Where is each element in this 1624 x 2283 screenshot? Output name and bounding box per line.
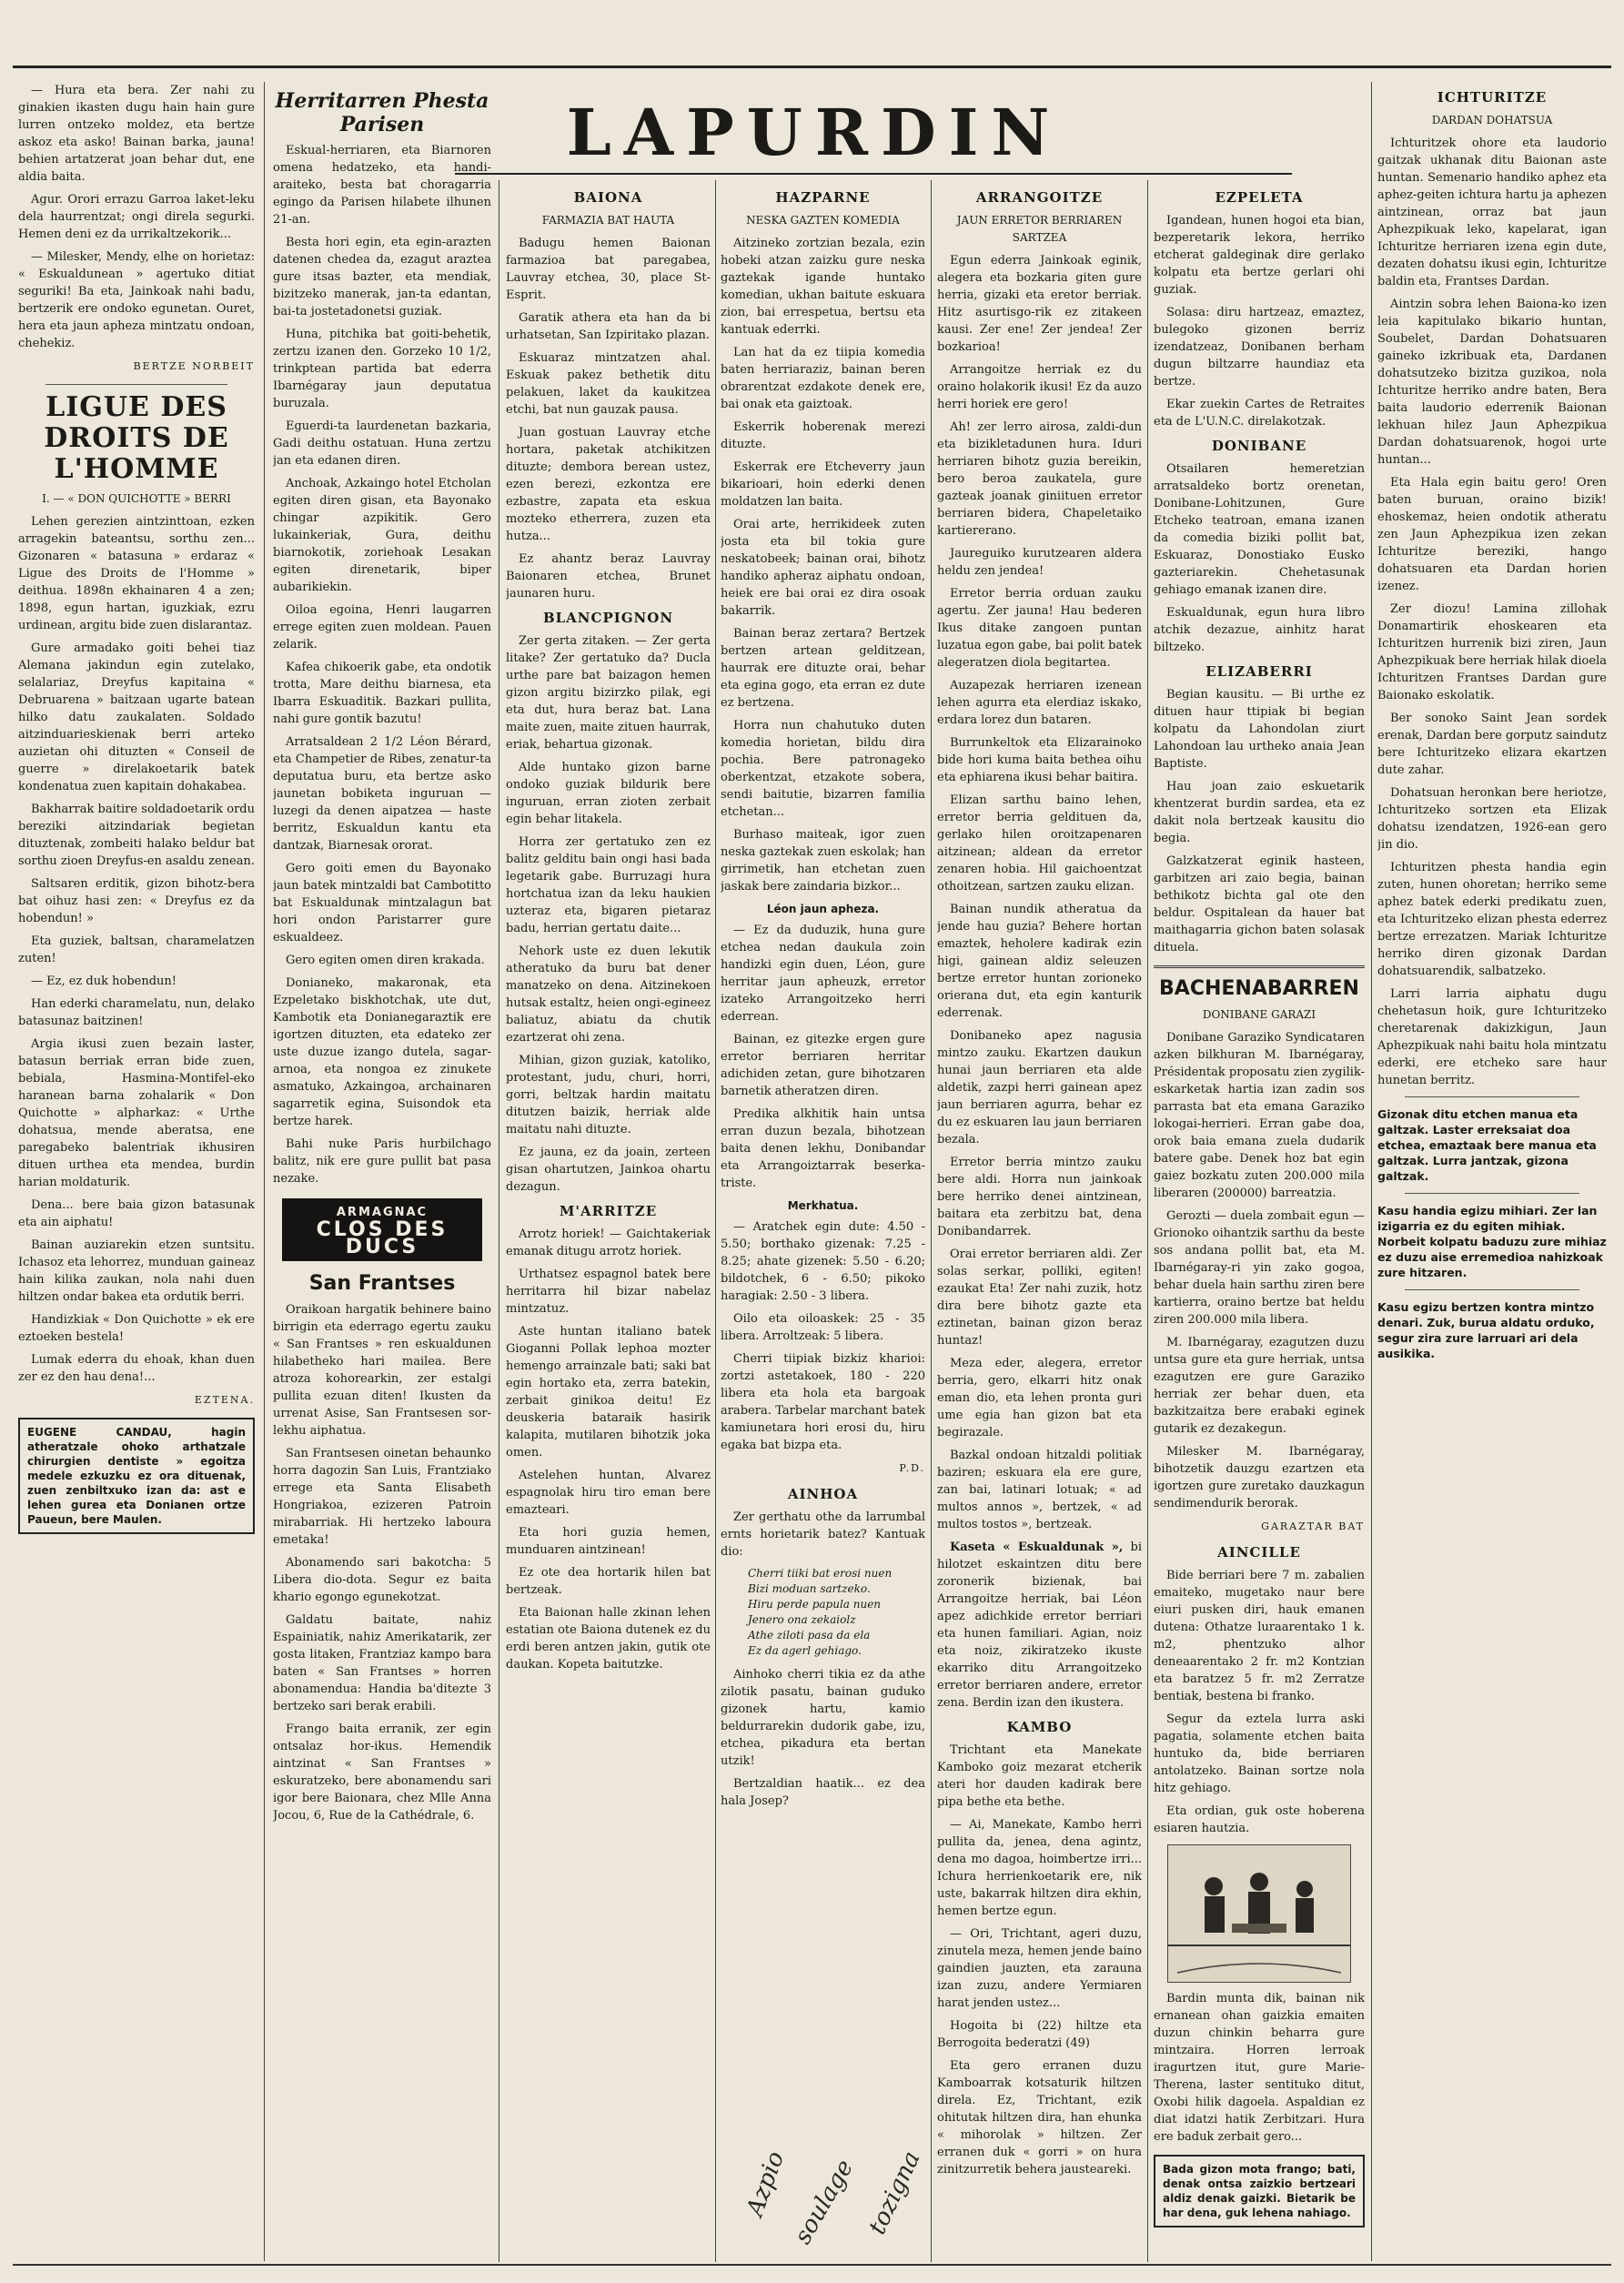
paragraph: Gure armadako goiti behei tiaz Alemana jakindun egin zutelako, selalariaz, Dreyfus kapitaina « Debruarena » baitzaan ugarte batean hilko datu zaukalaten. Soldado aitzinduarieskienak berri arteko auzietan ohi dituzten « Conseil de guerre » direlakoetarik batek kondenatua zuen kapitain dohakabea. bbox=[18, 641, 255, 793]
paragraph: Eskuaraz mintzatzen ahal. Eskuak pakez bethetik ditu pelakuen, laket da kaukitzea etchi, bat nun gauzak pausa. bbox=[506, 351, 711, 417]
separator bbox=[1405, 1193, 1579, 1194]
signature: EZTENA. bbox=[194, 1394, 255, 1406]
engraving-figures-icon bbox=[1168, 1845, 1350, 1982]
paragraph: — Hura eta bera. Zer nahi zu ginakien ikasten dugu hain hain gure lurren ontzeko moldez, eta bertze askoz eta asko! Bainan barka, jauna! behien artatzerat joan behar dut, ene aldia baita. bbox=[18, 84, 255, 184]
column-rule bbox=[1371, 82, 1372, 2261]
maxim-note: Kasu egizu bertzen kontra mintzo denari. Zuk, burua aldatu orduko, segur zira zure larruari ari dela ausikika. bbox=[1377, 1300, 1595, 1360]
paragraph: Arrangoitze herriak ez du oraino holakorik ikusi! Ez da auzo herri horiek ere gero! bbox=[937, 363, 1142, 411]
headline-ichturitze: ICHTURITZE bbox=[1437, 89, 1548, 106]
handwritten-word: tozigna bbox=[863, 2147, 926, 2239]
headline-ainhoa: AINHOA bbox=[787, 1486, 859, 1502]
poem-line: Cherri tiiki bat erosi nuen bbox=[748, 1567, 893, 1580]
headline-elizaberri: ELIZABERRI bbox=[1205, 663, 1313, 680]
column-3 bbox=[506, 182, 711, 2257]
poem-line: Hiru perde papula nuen bbox=[748, 1598, 882, 1611]
paragraph: Aintzin sobra lehen Baiona-ko izen leia kapitulako bikario huntan, Soubelet, Dardan Dohatsuaren gaineko izkribuak eta, Dardanen dohatsutzeko bizitza guzikoa, nola Ichturitze herriko andre baten, Bera baita laudorio ederrenik Baionan lekhuan hilez Jaun Aphezpikua Dardan dohatsuarenok, hogoi urte huntan... bbox=[1377, 298, 1607, 467]
paragraph: Ah! zer lerro airosa, zaldi-dun eta bizikletadunen hura. Iduri herriaren bihotz guzia bereikin, bero beroa zaukatela, gure gazteak joanak giniituen erretor berriaren bidera, Chapeletaiko kartiererano. bbox=[937, 420, 1142, 538]
headline-leon: Léon jaun apheza. bbox=[766, 903, 880, 915]
column-rule bbox=[264, 82, 265, 2261]
paragraph: Eskerrik hoberenak merezi dituzte. bbox=[721, 420, 925, 451]
maxim-note: Kasu handia egizu mihiari. Zer lan izigarria ez du egiten mihiak. Norbeit kolpatu baduzu zure mihiaz ez duzu aise erremedioa nahizkoak zure hitzaren. bbox=[1377, 1204, 1607, 1279]
column-4 bbox=[721, 182, 925, 2257]
paragraph: Bazkal ondoan hitzaldi politiak baziren; eskuara ela ere gure, zan bai, latinari lotuak; « ad multos annos », bertzek, « ad multos tostos », bertzeak. bbox=[937, 1449, 1142, 1531]
headline-frantses: San Frantses bbox=[308, 1272, 456, 1295]
separator bbox=[1405, 1096, 1579, 1097]
paragraph: Trichtant eta Manekate Kamboko goiz mezarat etcherik ateri hor dauden kadirak bere pipa bethe eta bethe. bbox=[937, 1743, 1142, 1809]
paragraph: Eta Hala egin baitu gero! Oren baten buruan, oraino bizik! ehoskemaz, heien ondotik atheratu zen Jaun Aphezpikua izen zekan Ichturitze bereziki, hango dohatsuaren eta Dardan horien izenez. bbox=[1377, 476, 1607, 593]
paragraph: Frango baita erranik, zer egin ontsalaz hor-ikus. Hemendik aintzinat « San Frantses » eskuratzeko, bere abonamendu sari igor bere Baionara, chez Mlle Anna Jocou, 6, Rue de la Cathédrale, 6. bbox=[273, 1722, 491, 1823]
paragraph: Orai erretor berriaren aldi. Zer solas serkar, polliki, egiten! ezaukat Eta! Zer nahi zuzik, hotz dira bere bihotz gazte eta eztinetan, bainan gizon beraz huntaz! bbox=[937, 1248, 1142, 1348]
paragraph: Donibane Garaziko Syndicataren azken bilkhuran M. Ibarnégaray, Présidentak proposatu zien zygilik-eskarketak hartia izan zadin sos parrasta bat eta emana Garaziko lokogai-herrieri. Erran gabe doa, orok baia emana zuela dudarik batere gabe. Denek hoz bat egin gaiez bozkatu zuten 200.000 mila liberaren (200000) barreatzia. bbox=[1154, 1031, 1365, 1200]
paragraph: — Ez, ez duk hobendun! bbox=[31, 975, 177, 988]
paragraph: Bainan nundik atheratua da jende hau guzia? Behere hortan emaztek, heholere kadirak ezin higi, gainean aldiz seleuzen bertze erretor huntan zorioneko orierana dut, eta egin kanturik ederrenak. bbox=[937, 903, 1142, 1020]
paragraph: Eta gero erranen duzu Kamboarrak kotsaturik hiltzen direla. Ez, Trichtant, ezik ohitutak hiltzen dira, han ehunka « mihorolak » hiltzen. Zer erranen duk « gorri » on hura zinitzurretik behera jausteareki. bbox=[937, 2059, 1142, 2177]
paragraph: Dohatsuan heronkan bere heriotze, Ichturitzeko sortzen eta Elizak dohatsu izendatzen, 1926-ean gero jin dio. bbox=[1377, 786, 1607, 852]
paragraph: Eguerdi-ta laurdenetan bazkaria, Gadi deithu ostatuan. Huna zertzu jan eta edanen diren. bbox=[273, 419, 491, 468]
paragraph: Agur. Orori errazu Garroa laket-leku dela haurrentzat; ongi direla segurki. Hemen deni ez da urrikaltzekorik... bbox=[18, 193, 255, 241]
column-1 bbox=[18, 82, 255, 2257]
paragraph: Gero egiten omen diren krakada. bbox=[286, 954, 485, 967]
paragraph: Astelehen huntan, Alvarez espagnolak hiru tiro eman bere emazteari. bbox=[506, 1469, 711, 1517]
note-box: Bada gizon mota frango; bati, denak ontsa zaizkio bertzeari aldiz denak gaizki. Bietarik be har dena, guk lehena nahiago. bbox=[1154, 2155, 1365, 2227]
paragraph: Handizkiak « Don Quichotte » ek ere eztoeken bestela! bbox=[18, 1313, 255, 1344]
paragraph: Ichturitzek ohore eta laudorio gaitzak ukhanak ditu Baionan aste huntan. Semenario handiko aphez eta aphez-geiten ichtura hartu ja aphezen aintzinean, orraz bat jaun Aphezpikuak leko, kapelarat, igan Ichturitze herriaren izena egin dute, dezaten dohatsu ikusi egin, Ichturitze baldin eta, Frantses Dardan. bbox=[1377, 136, 1607, 288]
paragraph: Huna, pitchika bat goiti-behetik, zertzu izanen den. Gorzeko 10 1/2, trinkptean partida bat ederra Ibarnégaray jaun deputatua buruzala. bbox=[273, 328, 491, 410]
paragraph: Egun ederra Jainkoak eginik, alegera eta bozkaria giten gure herria, gizaki eta eretor berriak. Hitz asurtisgo-rik ez zitakeen kausi. Zer ene! Zer jendea! Zer bozkarioa! bbox=[937, 254, 1142, 354]
subheadline: NESKA GAZTEN KOMEDIA bbox=[746, 214, 900, 227]
paragraph: Lehen gerezien aintzinttoan, ezken arragekin bateantsu, sorthu zen... Gizonaren « batasuna » erdaraz « Ligue des Droits de l'Homme » deithua. 1898n ekhainaren 4 a zen; 1898, egun hartan, iguzkiak, ezru urdinean, argitu bide zuen dislarantaz. bbox=[18, 515, 255, 632]
paragraph: Juan gostuan Lauvray etche hortara, paketak atchikitzen dituzte; dembora berean ustez, ezen berezi, ezkontza ere ezbastre, zapata eta eskua mozteko etherrera, zuzen eta hutza... bbox=[506, 426, 711, 543]
paragraph: Eskualdunak, egun hura libro atchik dezazue, ainhitz harat biltzeko. bbox=[1154, 606, 1365, 654]
paragraph: Eta guziek, baltsan, charamelatzen zuten! bbox=[18, 934, 255, 965]
paragraph: Hau joan zaio eskuetarik khentzerat burdin sardea, eta ez dakit nola bertzeak kausitu dio begia. bbox=[1154, 780, 1365, 845]
column-rule bbox=[1147, 180, 1148, 2262]
paragraph: Bide berriari bere 7 m. zabalien emaiteko, mugetako naur bere eiuri pusken diri, hauk emanen dutena: Othatze luraarentako 1 k. m2, phentzuko alhor deneaarentako 2 fr. m2 Kontzian eta baratzez 5 fr. m2 Zerratze bentiak, bestena bi franko. bbox=[1154, 1569, 1365, 1703]
paragraph: Solasa: diru hartzeaz, emaztez, bulegoko gizonen berriz izendatzeaz, Donibanen berham dugun biltzarre haundiaz eta bertze. bbox=[1154, 306, 1365, 389]
paragraph: Aitzineko zortzian bezala, ezin hobeki atzan zaizku gure neska gaztekak igande huntako komedian, ukhan baitute eskuara zion, bai errespetua, bertsu eta kantuak ederrki. bbox=[721, 237, 925, 337]
top-rule bbox=[13, 66, 1611, 68]
paragraph: — Aratchek egin dute: 4.50 - 5.50; borthako gizenak: 7.25 - 8.25; ahate gizenek: 5.50 - 6.20; bildotchek, 6 - 6.50; pikoko haragiak: 2.50 - 3 libera. bbox=[721, 1220, 925, 1303]
paragraph: Ez ote dea hortarik hilen bat bertzeak. bbox=[506, 1566, 711, 1597]
poem bbox=[748, 1566, 925, 1659]
paragraph: Ber sonoko Saint Jean sordek erenak, Dardan bere gorputz saindutz bere Ichturitzeko elizara ekartzen dute zahar. bbox=[1377, 712, 1607, 777]
headline-biarritz: M'ARRITZE bbox=[559, 1203, 658, 1219]
paragraph: Galzkatzerat eginik hasteen, garbitzen ari zaio begia, bainan bethikotz bichta gal ote den beldur. Ospitalean da hauer bat maithagarria gichon baten solasak dituela. bbox=[1154, 854, 1365, 955]
paragraph: Eskual-herriaren, eta Biarnoren omena hedatzeko, eta handi-araiteko, besta bat choragarria egingo da Parisen hilabete ilhunen 21-an. bbox=[273, 144, 491, 227]
paragraph: Elizan sarthu baino lehen, erretor berria geldituen da, gerlako hilen oroitzapenaren aitzinean; aldean da erretor zenaren hobia. Hil gaichoentzat othoitzean, sartzen zauku elizan. bbox=[937, 793, 1142, 894]
column-rule bbox=[931, 180, 932, 2262]
paragraph: Ekar zuekin Cartes de Retraites eta de L'U.N.C. direlakotzak. bbox=[1154, 398, 1365, 429]
paragraph: Eskerrak ere Etcheverry jaun bikarioari, hoin ederki denen moldatzen lan baita. bbox=[721, 460, 925, 509]
headline-ligue: LIGUE DES DROITS DE L'HOMME bbox=[44, 391, 229, 485]
subheadline: JAUN ERRETOR BERRIAREN SARTZEA bbox=[956, 214, 1123, 244]
paragraph: Oilo eta oiloaskek: 25 - 35 libera. Arroltzeak: 5 libera. bbox=[721, 1312, 925, 1343]
paragraph: — Ori, Trichtant, ageri duzu, zinutela meza, hemen jende baino gaindien jauzten, eta zarauna izan zuzu, andere Yermiaren harat jenden ustez... bbox=[937, 1927, 1142, 2010]
poem-line: Bizi moduan sartzeko. bbox=[748, 1582, 871, 1595]
paragraph: Gerozti — duela zombait egun — Grionoko oihantzik sarthu da beste sos andana pollit bat, eta M. Ibarnégaray-ri yin zako gogoa, behar duela hain sarthu ziren bere kartierra, oraino bertze bat heldu ziren 200.000 mila libera. bbox=[1154, 1209, 1365, 1327]
illustration-engraving bbox=[1167, 1844, 1351, 1983]
headline-ezpeleta: EZPELETA bbox=[1215, 189, 1304, 206]
subheadline: DONIBANE GARAZI bbox=[1202, 1008, 1316, 1021]
paragraph-text: bi hilotzet eskaintzen ditu bere zoronerik bizienak, bai Arrangoitze herriak, bai Léon apez adichkide erretor berriari eta hunen familiari. Agian, noiz eta noiz, zikiratzeko ikuste ekarriko ditu Arrangoitzeko erretor berriaren andere, erretor zena. Berdin izan den ikustera. bbox=[937, 1541, 1142, 1710]
paragraph: Erretor berria orduan zauku agertu. Zer jauna! Hau bederen Ikus ditake zangoen puntan luzatua egon gabe, bai polit batek alegeratzen diola begitartea. bbox=[937, 587, 1142, 670]
paragraph bbox=[937, 1539, 1142, 1712]
paragraph: Otsailaren hemeretzian arratsaldeko bortz orenetan, Donibane-Lohitzunen, Gure Etcheko teatroan, emana izanen da comedia biziki pollit bat, Eskuaraz, Donostiako Eusko gazteriarekin. Chehetasunak gehiago emanak izanen dire. bbox=[1154, 462, 1365, 597]
separator bbox=[1154, 965, 1365, 968]
paragraph: Lan hat da ez tiipia komedia baten herriaraziz, bainan beren obrarentzat ezdakote denek ere, bai onak eta gaiztoak. bbox=[721, 346, 925, 411]
paragraph: Arrotz horiek! — Gaichtakeriak emanak ditugu arrotz horiek. bbox=[506, 1227, 711, 1258]
column-6 bbox=[1154, 182, 1365, 2257]
subheadline: I. — « DON QUICHOTTE » BERRI bbox=[42, 492, 231, 505]
paragraph: Saltsaren erditik, gizon bihotz-bera bat oihuz hasi zen: « Dreyfus ez da hobendun! » bbox=[18, 877, 255, 925]
paragraph: Segur da eztela lurra aski pagatia, solamente etchen baita huntuko da, bide berriaren antolatzeko. Bainan sortze nola hitz gehiago. bbox=[1154, 1712, 1365, 1795]
paragraph: Han ederki charamelatu, nun, delako batasunaz baitzinen! bbox=[18, 997, 255, 1028]
column-rule bbox=[715, 180, 716, 2262]
column-2 bbox=[273, 82, 491, 2257]
paragraph: Jaureguiko kurutzearen aldera heldu zen jendea! bbox=[937, 547, 1142, 578]
paragraph: Oiloa egoina, Henri laugarren errege egiten zuen moldean. Pauen zelarik. bbox=[273, 603, 491, 652]
paragraph: — Milesker, Mendy, elhe on horietaz: « Eskualdunean » agertuko ditiat seguriki! Ba eta, Jainkoak nahi badu, bertzerik ere ondoko egunetan. Ouret, hera eta jaun apheza mintzatu ondoan, chehekiz. bbox=[18, 250, 255, 350]
maxim-note: Gizonak ditu etchen manua eta galtzak. Laster erreksaiat doa etchea, emaztaak bere manua eta galtzak. Lurra jantzak, gizona galtzak. bbox=[1377, 1107, 1597, 1183]
paragraph: Orai arte, herrikideek zuten josta eta bil tokia gure neskatobeek; bainan orai, bihotz handiko apheraz aiphatu ondoan, heiek ere bai orai ez dira osoak bakarrik. bbox=[721, 518, 925, 618]
advert-line: CLOS DES DUCS bbox=[316, 1218, 449, 1258]
armagnac-advert bbox=[282, 1198, 482, 1261]
signature: GARAZTAR BAT bbox=[1261, 1520, 1365, 1532]
poem-line: Jenero ona zekaiolz bbox=[748, 1613, 856, 1626]
paragraph: Erretor berria mintzo zauku bere aldi. Horra nun jainkoak bere herriko denei aintzinean, baitara eta zerbitzu bat, dena Donibandarrek. bbox=[937, 1156, 1142, 1238]
paragraph: Aste huntan italiano batek Gioganni Pollak lephoa mozter hemengo arrainzale bati; saki bat egin hortako eta, zerra batekin, zerbait ginikoa deitu! Ez deuskeria bataraik hasirik kalapita, mutilaren bihotzik joka omen. bbox=[506, 1325, 711, 1460]
headline-arrangoitze: ARRANGOITZE bbox=[975, 189, 1104, 206]
handwritten-word: soulage bbox=[789, 2155, 860, 2249]
headline-kambo: KAMBO bbox=[1006, 1719, 1073, 1735]
paragraph: Arratsaldean 2 1/2 Léon Bérard, eta Champetier de Ribes, zenatur-ta deputatua buru, eta bertze asko jaunetan bobiketa inguruan — luzegi da denen aipatzea — haste berritz, Eskualdun kantu eta dantzak, Biarnesak ororat. bbox=[273, 735, 491, 853]
paragraph: Hogoita bi (22) hiltze eta Berrogoita bederatzi (49) bbox=[937, 2019, 1142, 2050]
paragraph: Bainan beraz zertara? Bertzek bertzen artean gelditzean, haurrak ere dituzte orai, behar eta egina gogo, eta erran ez dute ez bertzena. bbox=[721, 627, 925, 710]
bottom-rule bbox=[13, 2264, 1611, 2266]
paragraph: Gero goiti emen du Bayonako jaun batek mintzaldi bat Cambotitto bat Eskualdunak mintzalagun bat hori ondon Paristarrer gure eskualdeez. bbox=[273, 862, 491, 945]
paragraph: Larri larria aiphatu dugu chehetasun hoik, gure Ichturitzeko cheretarenak dakizkigun, Jaun Aphezpikuak nahi baitu hola mintzatu ederki, ere etcheko sare haur hunetan berritz. bbox=[1377, 987, 1607, 1087]
headline-festa: Herritarren Phesta Parisen bbox=[275, 89, 489, 136]
paragraph: Zer gerta zitaken. — Zer gerta litake? Zer gertatuko da? Ducla urthe pare bat baizagon hemen gizon argitu bizirzko pilak, egi eta dut, hura beraz bat. Lana maite zuen, maite zituen haurrak, eriak, behartua gizonak. bbox=[506, 634, 711, 752]
paragraph: Bertzaldian haatik... ez dea hala Josep? bbox=[721, 1777, 925, 1808]
advert-line: ARMAGNAC bbox=[336, 1206, 429, 1219]
paragraph: Argia ikusi zuen bezain laster, batasun berriak erran bide zuen, bebiala, Hasmina-Montifel-eko haranean barna zohalarik « Don Quichotte » alpharkaz: « Urthe dohatsua, mende aberatsa, ene paregabeko balentriak ikhusiren dituen urthea eta mendea, burdin harian moldaturik. bbox=[18, 1037, 255, 1189]
paragraph: Donianeko, makaronak, eta Ezpeletako biskhotchak, ute dut, Kambotik eta Donianegaraztik ere igortzen dituzten, eta edateko zer uste duzue izango dutela, sagar-arnoa, eta nongoa ez zinukete asmatuko, Azkaingoa, archainaren sagarretik egina, Suisondok eta bertze harek. bbox=[273, 976, 491, 1128]
advert-box: EUGENE CANDAU, hagin atheratzale ohoko arthatzale chirurgien dentiste » egoitza medele ezkuzku ez ora dituenak, zuen zenbiltxuko izan da: ast e lehen gurea eta Donianen ortze Paueun, bere Maulen. bbox=[18, 1418, 255, 1534]
paragraph: — Ai, Manekate, Kambo herri pullita da, jenea, dena agintz, dena mo dagoa, hoimbertze irri... Ichura herrienkoetarik ere, nik uste, bakarrak hiltzen dira ekhin, hemen bertze egun. bbox=[937, 1818, 1142, 1918]
subheadline: FARMAZIA BAT HAUTA bbox=[541, 214, 675, 227]
paragraph: — Ez da duduzik, huna gure etchea nedan daukula zoin handizki egin duen, Léon, gure herritar jaun apheuzk, erretor izateko Arrangoitzeko herri ederrean. bbox=[721, 924, 925, 1024]
headline-merkatua: Merkhatua. bbox=[787, 1199, 859, 1212]
paragraph: Predika alkhitik hain untsa erran duzun bezala, bihotzean baita denen lekhu, Donibandar eta Arrangoiztarrak beserka-triste. bbox=[721, 1107, 925, 1190]
headline-hazparne: HAZPARNE bbox=[775, 189, 871, 206]
column-5 bbox=[937, 182, 1142, 2257]
paragraph: Cherri tiipiak bizkiz kharioi: zortzi astetakoek, 180 - 220 libera eta hola eta bargoak arabera. Tarbelar marchant batek kamiunetara hori erosi du, hiru egaka bat bizpa eta. bbox=[721, 1352, 925, 1452]
paragraph: Ez ahantz beraz Lauvray Baionaren etchea, Brunet jaunaren huru. bbox=[506, 552, 711, 601]
paragraph: Urthatsez espagnol batek bere herritarra hil bizar nabelaz mintzatuz. bbox=[506, 1268, 711, 1316]
separator bbox=[45, 384, 227, 385]
paragraph: Eta ordian, guk oste hoberena esiaren hautzia. bbox=[1154, 1804, 1365, 1835]
headline-aincille: AINCILLE bbox=[1217, 1544, 1301, 1561]
headline-baiona: BAIONA bbox=[573, 189, 643, 206]
paragraph: Bardin munta dik, bainan nik ernanean ohan gaizkia emaiten duzun chinkin beharra gure mintzaira. Horren lerroak iragurtzen itut, gure Marie-Therena, laster sentituko ditut, Oxobi hilik dagoela. Aspaldian ez diat idatzi hatik Zerbitzari. Hura ere baduk zerbait gero... bbox=[1154, 1992, 1365, 2144]
headline-bachenabarren: BACHENABARREN bbox=[1159, 977, 1359, 1000]
paragraph: Eta hori guzia hemen, munduaren aintzinean! bbox=[506, 1526, 711, 1557]
paragraph: Meza eder, alegera, erretor berria, gero, elkarri hitz onak eman dio, eta lehen pronta guri ume egia han gizon bat eta begirazale. bbox=[937, 1357, 1142, 1440]
subheadline: DARDAN DOHATSUA bbox=[1431, 114, 1553, 126]
paragraph: Igandean, hunen hogoi eta bian, bezperetarik lekora, herriko etcherat galdeginak dire gerlako kolpatu eta bertze gerlari ohi guziak. bbox=[1154, 214, 1365, 297]
paragraph: Oraikoan hargatik behinere baino birrigin eta ederrago egertu zauku « San Frantses » ren eskualdunen hilabetheko hari mailea. Bere atroza kohorearkin, zer estalgi pullita ezuan diten! Ikusten da urrenat Asise, San Frantsesen sor-lekhu aiphatua. bbox=[273, 1303, 491, 1438]
paragraph: Bahi nuke Paris hurbilchago balitz, nik ere gure pullit bat pasa nezake. bbox=[273, 1137, 491, 1186]
headline-blancpignon: BLANCPIGNON bbox=[542, 610, 674, 626]
paragraph: Auzapezak herriaren izenean lehen agurra eta elerdiaz iskako, erdara lorez dun bataren. bbox=[937, 679, 1142, 727]
paragraph: Bainan, ez gitezke ergen gure erretor berriaren herritar adichiden zetan, gure bihotzaren barnetik atheratzen diren. bbox=[721, 1033, 925, 1098]
paragraph: Bainan auziarekin etzen suntsitu. Ichasoz eta lehorrez, munduan gaineaz hain kilika zaukan, nola nahi duen hiltzen ondar bakea eta ordutik berri. bbox=[18, 1238, 255, 1304]
paragraph: Badugu hemen Baionan farmazioa bat paregabea, Lauvray etchea, 30, place St-Esprit. bbox=[506, 237, 711, 302]
poem-line: Athe ziloti pasa da ela bbox=[748, 1629, 871, 1642]
paragraph: M. Ibarnégaray, ezagutzen duzu untsa gure eta gure herriak, untsa ezagutzen ere gure Garaziko herriak zer behar duen, eta bazkitzaitza bere erabaki eginek gutarik ez dezakegun. bbox=[1154, 1336, 1365, 1436]
headline-donibane: DONIBANE bbox=[1211, 438, 1307, 454]
paragraph: San Frantsesen oinetan behaunko horra dagozin San Luis, Frantziako errege eta Santa Elisabeth Hongriakoa, ezizeren Patroin mirabarriak. Hi hertzeko laboura emetaka! bbox=[273, 1447, 491, 1547]
paragraph: Burrunkeltok eta Elizarainoko bide hori kuma baita bethea oihu eta ephiarena ikusi behar baitira. bbox=[937, 736, 1142, 784]
paragraph: Zer gerthatu othe da larrumbal ernts horietarik batez? Kantuak dio: bbox=[721, 1510, 925, 1559]
paragraph: Horra nun chahutuko duten komedia horietan, bildu dira pochia. Bere patronageko oberkentzat, etzakote sobera, sendi baitutie, bizarren familia etchetan... bbox=[721, 719, 925, 819]
paragraph: Kafea chikoerik gabe, eta ondotik trotta, Mare deithu biarnesa, eta Ibarra Eskuaditik. Bazkari pullita, nahi gure gontik bazutu! bbox=[273, 661, 491, 726]
paragraph: Begian kausitu. — Bi urthe ez dituen haur ttipiak bi begian kolpatu da Lahondolan ziurt Lahondoan lau urtheko anaia Jean Baptiste. bbox=[1154, 688, 1365, 771]
signature: P.D. bbox=[899, 1462, 925, 1474]
paragraph: Mihian, gizon guziak, katoliko, protestant, judu, churi, horri, gorri, beltzak hardin maitatu ditutzen baizik, herriak alde maitatu nahi dituzte. bbox=[506, 1054, 711, 1136]
paragraph: Zer diozu! Lamina zillohak Donamartirik ehoskearen eta Ichturitzen hurrenik bizi ziren, Jaun Aphezpikuak bere herriak hilak dioela Ichturitzen Frantses Dardan gure Baionako eskolatik. bbox=[1377, 602, 1607, 702]
poem-line: Ez da agerl gehiago. bbox=[748, 1644, 862, 1657]
paragraph: Eta Baionan halle zkinan lehen estatian ote Baiona dutenek ez du erdi beren antzen jakin, gutik ote daukan. Kopeta baitutzke. bbox=[506, 1606, 711, 1672]
paragraph: Bakharrak baitire soldadoetarik ordu bereziki aitzindariak begietan dituztenak, zombeiti halako beldur bat sorthu zioen Dreyfus-en asaldu zenean. bbox=[18, 803, 255, 868]
signature: BERTZE NORBEIT bbox=[133, 360, 255, 372]
paragraph: Donibaneko apez nagusia mintzo zauku. Ekartzen daukun hunai jaun berriaren eta alde aldetik, zazpi herri gainean apez jaun berriaren agurra, behar ez du ez eskuaren lau jaun berriaren bezala. bbox=[937, 1029, 1142, 1147]
paragraph: Dena... bere baia gizon batasunak eta ain aiphatu! bbox=[18, 1198, 255, 1229]
paragraph: Garatik athera eta han da bi urhatsetan, San Izpiritako plazan. bbox=[506, 311, 711, 342]
paragraph: Galdatu baitate, nahiz Espainiatik, nahiz Amerikatarik, zer gosta litaken, Frantziaz kampo bara baten « San Frantses » horren abonamendua: Handia ba'ditezte 3 bertzeko sari berak erabili. bbox=[273, 1613, 491, 1713]
paragraph: Abonamendo sari bakotcha: 5 Libera dio-dota. Segur ez baita khario egongo egunekotzat. bbox=[273, 1556, 491, 1604]
separator bbox=[1405, 1289, 1579, 1290]
paragraph: Ichturitzen phesta handia egin zuten, hunen ohoretan; herriko seme aphez batek ederki predikatu zuen, eta Ichturitzeko elizan phesta ederrez bertze errezatzen. Mariak Ichturitze herriko diren gizonak Dardan dohatsuarendik, salbatzeko. bbox=[1377, 861, 1607, 978]
paragraph: Alde huntako gizon barne ondoko guziak bildurik bere inguruan, erran zioten zerbait egin behar litakela. bbox=[506, 761, 711, 826]
paragraph: Anchoak, Azkaingo hotel Etcholan egiten diren gisan, eta Bayonako chingar azpikitik. Gero lukainkeriak, Gura, deithu biarnokotik, zoriehoak Lesakan egiten direnetarik, biper aubarikiekin. bbox=[273, 477, 491, 594]
paragraph: Burhaso maiteak, igor zuen neska gaztekak zuen eskolak; han girrimetik, han etchetan zuen jaskak bere zaindaria bizkor... bbox=[721, 828, 925, 894]
paragraph: Ez jauna, ez da joain, zerteen gisan ohartutzen, Jainkoa ohartu dezagun. bbox=[506, 1146, 711, 1194]
masthead-rule bbox=[455, 173, 1292, 175]
handwritten-word: Azpio bbox=[741, 2147, 791, 2220]
masthead-title: LAPURDIN bbox=[566, 95, 1063, 170]
paragraph: Ainhoko cherri tikia ez da athe zilotik pasatu, bainan guduko gizonek hartu, kamio beldurrarekin dudorik gabe, izu, etchea, pikadura eta bertan utzik! bbox=[721, 1668, 925, 1768]
paragraph: Horra zer gertatuko zen ez balitz gelditu bain ongi hasi bada legetarik gabe. Burruzagi hura hortchatua izan da leku haukien uzteraz eta, bigaren pietaraz badu, herrian gertatu daite... bbox=[506, 835, 711, 935]
paragraph: Nehork uste ez duen lekutik atheratuko da buru bat dener manatzeko on dena. Aitzinekoen hutsak estaltz, heien ongi-egineez baliatuz, abiatu da chutik ezartzerat ohi zena. bbox=[506, 945, 711, 1045]
paragraph: Milesker M. Ibarnégaray, bihotzetik dauzgu ezartzen eta igortzen gure zuretako dauzkagun sendimendurik berorak. bbox=[1154, 1445, 1365, 1510]
inline-heading: Kaseta « Eskualdunak », bbox=[950, 1541, 1124, 1554]
paragraph: Besta hori egin, eta egin-arazten datenen chedea da, ezagut araztea gure itsas bazter, eta mendiak, bizitzeko manerak, jan-ta edantan, bai-ta jostetadonetsi guziak. bbox=[273, 236, 491, 318]
column-7 bbox=[1377, 82, 1607, 2257]
paragraph: Lumak ederra du ehoak, khan duen zer ez den hau dena!... bbox=[18, 1353, 255, 1384]
handwritten-annotation bbox=[732, 2147, 933, 2252]
